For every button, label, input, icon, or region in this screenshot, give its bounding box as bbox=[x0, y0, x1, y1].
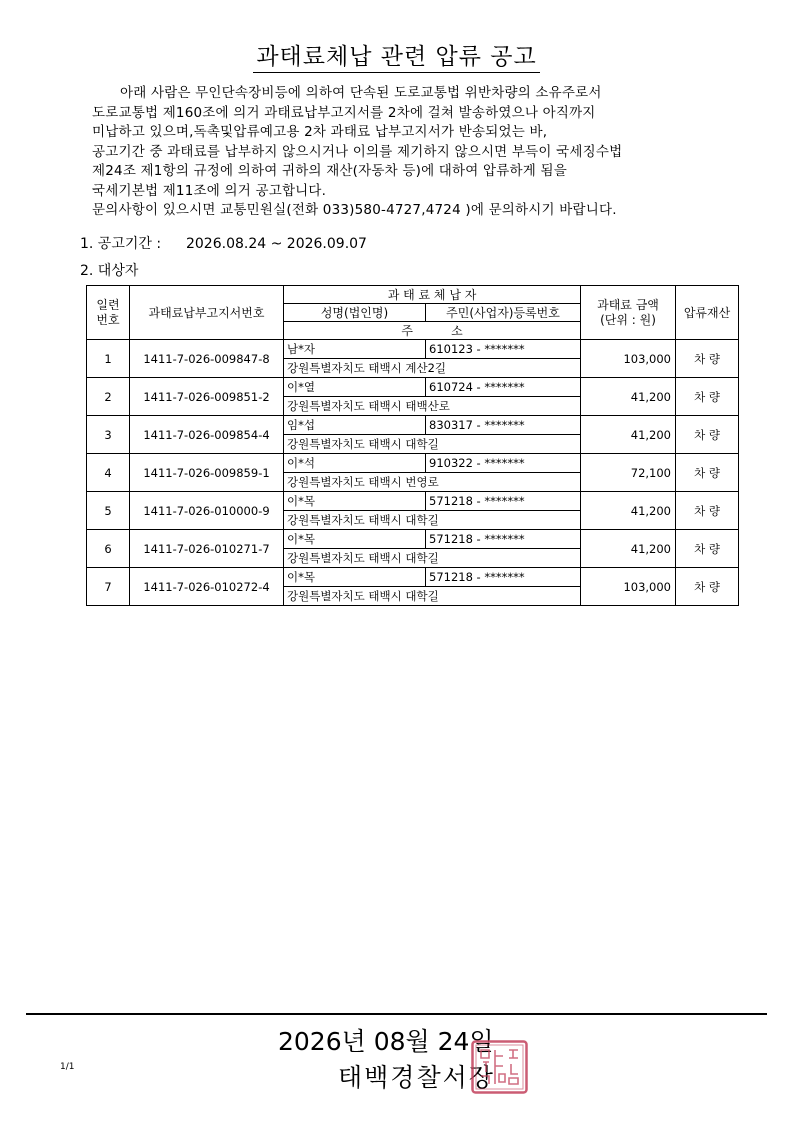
row-name: 이*석 bbox=[284, 454, 426, 473]
row-address: 강원특별자치도 태백시 대학길 bbox=[284, 587, 581, 606]
table-row bbox=[87, 492, 739, 511]
row-amount: 41,200 bbox=[581, 416, 676, 454]
row-name: 임*섭 bbox=[284, 416, 426, 435]
header-seq: 일련 번호 bbox=[87, 286, 130, 340]
row-reg-no: 830317 - ******* bbox=[426, 416, 581, 435]
notice-body bbox=[92, 84, 772, 221]
body-line: 도로교통법 제160조에 의거 과태료납부고지서를 2차에 걸쳐 발송하였으나 아직까지 bbox=[92, 104, 596, 121]
targets-label: 2. 대상자 bbox=[80, 263, 139, 279]
table-row bbox=[87, 416, 739, 435]
row-seized: 차 량 bbox=[676, 340, 739, 378]
body-line: 국세기본법 제11조에 의거 공고합니다. bbox=[92, 182, 327, 199]
row-address: 강원특별자치도 태백시 번영로 bbox=[284, 473, 581, 492]
row-name: 남*자 bbox=[284, 340, 426, 359]
row-reg-no: 571218 - ******* bbox=[426, 530, 581, 549]
row-seized: 차 량 bbox=[676, 454, 739, 492]
row-name: 이*목 bbox=[284, 568, 426, 587]
row-reg-no: 610123 - ******* bbox=[426, 340, 581, 359]
row-amount: 41,200 bbox=[581, 492, 676, 530]
body-line: 문의사항이 있으시면 교통민원실(전화 033)580-4727,4724 )에 문의하시기 바랍니다. bbox=[92, 202, 617, 218]
table-row bbox=[87, 530, 739, 549]
row-seq: 3 bbox=[87, 416, 130, 454]
row-reg-no: 610724 - ******* bbox=[426, 378, 581, 397]
notice-period bbox=[80, 233, 367, 253]
row-notice-no: 1411-7-026-009847-8 bbox=[130, 340, 284, 378]
period-sep: ~ bbox=[270, 236, 283, 252]
row-address: 강원특별자치도 태백시 대학길 bbox=[284, 549, 581, 568]
row-seq: 4 bbox=[87, 454, 130, 492]
table-row bbox=[87, 568, 739, 587]
header-notice-no: 과태료납부고지서번호 bbox=[130, 286, 284, 340]
table-row bbox=[87, 340, 739, 359]
row-seq: 1 bbox=[87, 340, 130, 378]
row-seized: 차 량 bbox=[676, 530, 739, 568]
row-amount: 72,100 bbox=[581, 454, 676, 492]
header-amount: 과태료 금액 (단위 : 원) bbox=[581, 286, 676, 340]
row-seq: 6 bbox=[87, 530, 130, 568]
row-notice-no: 1411-7-026-010271-7 bbox=[130, 530, 284, 568]
row-notice-no: 1411-7-026-009859-1 bbox=[130, 454, 284, 492]
header-seized: 압류재산 bbox=[676, 286, 739, 340]
row-name: 이*목 bbox=[284, 492, 426, 511]
period-start: 2026.08.24 bbox=[185, 236, 267, 252]
row-address: 강원특별자치도 태백시 대학길 bbox=[284, 435, 581, 454]
row-amount: 103,000 bbox=[581, 568, 676, 606]
body-line: 미납하고 있으며,독촉및압류예고용 2차 과태료 납부고지서가 반송되었는 바, bbox=[92, 124, 548, 140]
issuer-name: 태백경찰서장 bbox=[338, 1063, 495, 1092]
row-seized: 차 량 bbox=[676, 492, 739, 530]
row-name: 이*열 bbox=[284, 378, 426, 397]
row-reg-no: 571218 - ******* bbox=[426, 568, 581, 587]
row-address: 강원특별자치도 태백시 태백산로 bbox=[284, 397, 581, 416]
row-seized: 차 량 bbox=[676, 378, 739, 416]
body-line: 제24조 제1항의 규정에 의하여 귀하의 재산(자동차 등)에 대하여 압류하게 됨을 bbox=[92, 163, 567, 179]
row-amount: 41,200 bbox=[581, 378, 676, 416]
row-notice-no: 1411-7-026-009851-2 bbox=[130, 378, 284, 416]
page-number: 1/1 bbox=[60, 1062, 75, 1072]
row-seq: 2 bbox=[87, 378, 130, 416]
header-name: 성명(법인명) bbox=[284, 304, 426, 322]
body-line: 아래 사람은 무인단속장비등에 의하여 단속된 도로교통법 위반차량의 소유주로서 bbox=[120, 85, 602, 101]
row-notice-no: 1411-7-026-010000-9 bbox=[130, 492, 284, 530]
period-label: 1. 공고기간 : bbox=[80, 236, 162, 252]
row-seized: 차 량 bbox=[676, 416, 739, 454]
row-address: 강원특별자치도 태백시 계산2길 bbox=[284, 359, 581, 378]
period-end: 2026.09.07 bbox=[286, 236, 367, 252]
row-amount: 103,000 bbox=[581, 340, 676, 378]
row-notice-no: 1411-7-026-010272-4 bbox=[130, 568, 284, 606]
body-line: 공고기간 중 과태료를 납부하지 않으시거나 이의를 제기하지 않으시면 부득이 국세징수법 bbox=[92, 143, 623, 160]
notice-date: 2026년 08월 24일 bbox=[278, 1027, 494, 1056]
row-address: 강원특별자치도 태백시 대학길 bbox=[284, 511, 581, 530]
debtor-table bbox=[86, 285, 739, 606]
row-seq: 7 bbox=[87, 568, 130, 606]
header-debtor: 과 태 료 체 납 자 bbox=[284, 286, 581, 304]
official-seal-icon bbox=[471, 1040, 528, 1094]
row-reg-no: 910322 - ******* bbox=[426, 454, 581, 473]
footer-divider bbox=[26, 1013, 767, 1015]
table-row bbox=[87, 378, 739, 397]
header-address: 주 소 bbox=[284, 322, 581, 340]
row-amount: 41,200 bbox=[581, 530, 676, 568]
row-name: 이*목 bbox=[284, 530, 426, 549]
header-reg-no: 주민(사업자)등록번호 bbox=[426, 304, 581, 322]
row-reg-no: 571218 - ******* bbox=[426, 492, 581, 511]
row-seized: 차 량 bbox=[676, 568, 739, 606]
row-seq: 5 bbox=[87, 492, 130, 530]
table-row bbox=[87, 454, 739, 473]
row-notice-no: 1411-7-026-009854-4 bbox=[130, 416, 284, 454]
notice-title: 과태료체납 관련 압류 공고 bbox=[0, 38, 793, 73]
